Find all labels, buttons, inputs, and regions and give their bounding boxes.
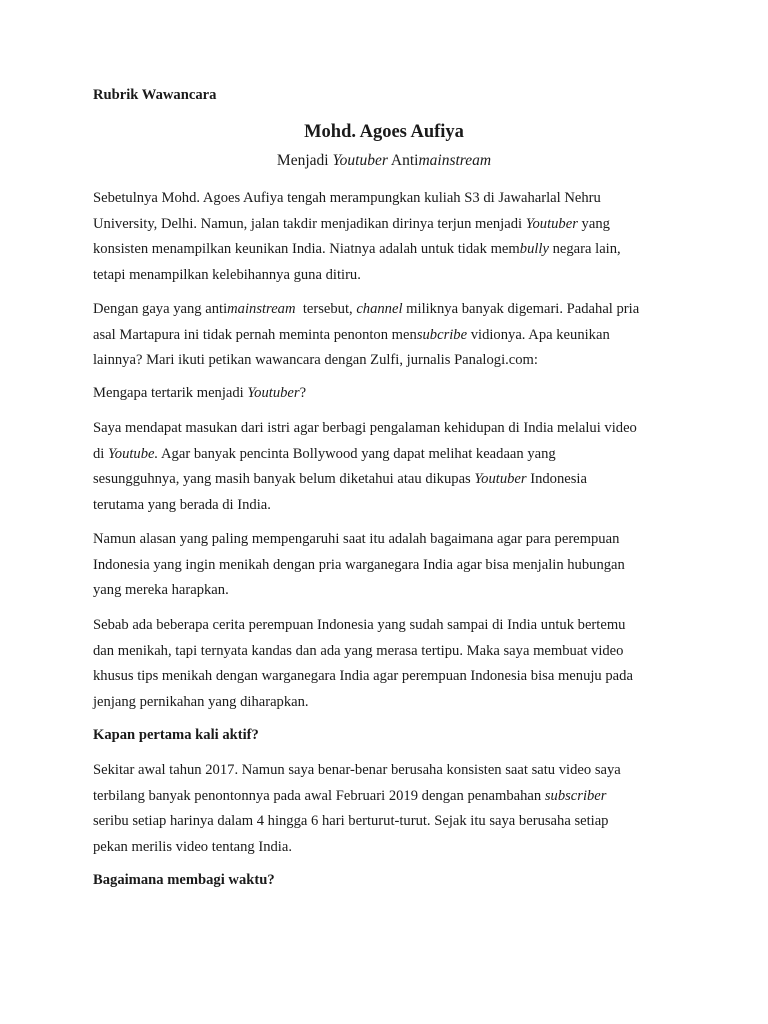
paragraph-intro (93, 186, 693, 289)
paragraph-style (93, 297, 693, 374)
text-line: konsisten menampilkan keunikan India. Niatnya adalah untuk tidak membully negara lain, (93, 241, 621, 258)
article-title: Mohd. Agoes Aufiya (304, 122, 464, 142)
text-line: jenjang pernikahan yang diharapkan. (93, 694, 309, 711)
text-line: Saya mendapat masukan dari istri agar berbagi pengalaman kehidupan di India melalui video (93, 420, 637, 436)
text-line: asal Martapura ini tidak pernah meminta penonton mensubcribe vidionya. Apa keunikan (93, 326, 610, 343)
paragraph-answer-4 (93, 758, 693, 861)
text-line: yang mereka harapkan. (93, 582, 229, 599)
text-line: Sebab ada beberapa cerita perempuan Indonesia yang sudah sampai di India untuk bertemu (93, 617, 626, 633)
rubric-label: Rubrik Wawancara (93, 87, 217, 103)
text-line: Dengan gaya yang antimainstream tersebut, channel miliknya banyak digemari. Padahal pria (93, 301, 640, 317)
subtitle-part-italic: Youtuber (332, 152, 388, 169)
text-line: Namun alasan yang paling mempengaruhi saat itu adalah bagaimana agar para perempuan (93, 531, 620, 547)
question-time-management: Bagaimana membagi waktu? (93, 872, 275, 888)
text-line: Indonesia yang ingin menikah dengan pria warganegara India agar bisa menjalin hubungan (93, 556, 625, 573)
paragraph-answer-2 (93, 527, 693, 604)
subtitle-part: Menjadi (276, 152, 333, 169)
question-why-youtuber: Mengapa tertarik menjadi Youtuber? (93, 385, 307, 401)
article-subtitle (0, 152, 768, 170)
paragraph-answer-1 (93, 416, 693, 519)
text-line: pekan merilis video tentang India. (93, 839, 292, 856)
text-line: lainnya? Mari ikuti petikan wawancara dengan Zulfi, jurnalis Panalogi.com: (93, 352, 538, 369)
text-line: khusus tips menikah dengan warganegara India agar perempuan Indonesia bisa menuju pada (93, 668, 633, 685)
text-line: seribu setiap harinya dalam 4 hingga 6 hari berturut-turut. Sejak itu saya berusaha setiap (93, 813, 609, 830)
subtitle-part-italic: mainstream (418, 152, 492, 169)
text-line: tetapi menampilkan kelebihannya guna ditiru. (93, 267, 361, 284)
text-line: terbilang banyak penontonnya pada awal Februari 2019 dengan penambahan subscriber (93, 787, 607, 804)
text-line: sesungguhnya, yang masih banyak belum diketahui atau dikupas Youtuber Indonesia (93, 471, 587, 488)
paragraph-answer-3 (93, 613, 693, 716)
text-line: di Youtube. Agar banyak pencinta Bollywood yang dapat melihat keadaan yang (93, 445, 556, 462)
text-line: University, Delhi. Namun, jalan takdir menjadikan dirinya terjun menjadi Youtuber yang (93, 215, 610, 232)
text-line: dan menikah, tapi ternyata kandas dan ada yang merasa tertipu. Maka saya membuat video (93, 642, 624, 659)
text-line: Sekitar awal tahun 2017. Namun saya benar-benar berusaha konsisten saat satu video saya (93, 762, 621, 778)
subtitle-part: Anti (387, 152, 419, 169)
question-first-active: Kapan pertama kali aktif? (93, 727, 259, 743)
text-line: terutama yang berada di India. (93, 497, 271, 514)
text-line: Sebetulnya Mohd. Agoes Aufiya tengah merampungkan kuliah S3 di Jawaharlal Nehru (93, 190, 601, 206)
